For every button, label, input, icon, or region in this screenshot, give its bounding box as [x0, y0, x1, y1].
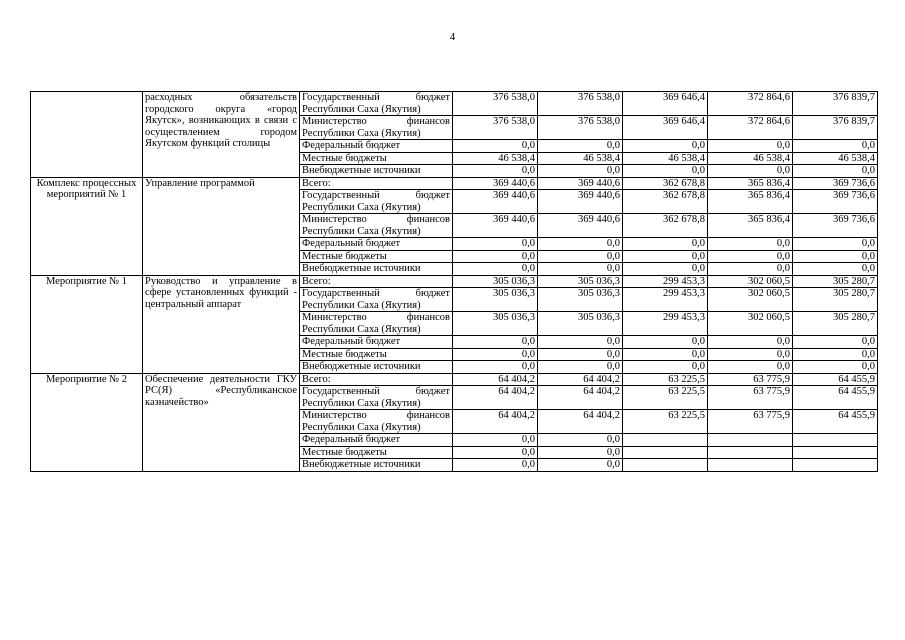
amount-cell: 305 036,3: [538, 275, 623, 288]
amount-cell: 63 225,5: [623, 386, 708, 410]
amount-cell: 46 538,4: [623, 152, 708, 165]
amount-cell: 372 864,6: [708, 92, 793, 116]
amount-cell: 302 060,5: [708, 312, 793, 336]
funding-source: Всего:: [300, 373, 453, 386]
funding-source: Внебюджетные источники: [300, 165, 453, 178]
amount-cell: 0,0: [623, 348, 708, 361]
amount-cell: 0,0: [453, 336, 538, 349]
funding-source: Местные бюджеты: [300, 152, 453, 165]
amount-cell: 0,0: [793, 238, 878, 251]
amount-cell: 0,0: [708, 165, 793, 178]
amount-cell: 64 455,9: [793, 386, 878, 410]
amount-cell: 0,0: [538, 165, 623, 178]
program-item-description: Руководство и управление в сфере установленных функций - центральный аппарат: [143, 275, 300, 373]
amount-cell: 0,0: [708, 348, 793, 361]
amount-cell: 362 678,8: [623, 190, 708, 214]
amount-cell: 64 455,9: [793, 373, 878, 386]
amount-cell: 376 538,0: [453, 92, 538, 116]
amount-cell: 0,0: [793, 361, 878, 374]
amount-cell: 0,0: [793, 165, 878, 178]
amount-cell: 0,0: [453, 361, 538, 374]
amount-cell: 362 678,8: [623, 177, 708, 190]
amount-cell: 0,0: [453, 348, 538, 361]
amount-cell: 0,0: [793, 348, 878, 361]
funding-source: Государственный бюджет Республики Саха (Якутия): [300, 386, 453, 410]
amount-cell: 365 836,4: [708, 214, 793, 238]
amount-cell: 0,0: [538, 336, 623, 349]
amount-cell: 369 440,6: [453, 177, 538, 190]
amount-cell: 305 036,3: [453, 275, 538, 288]
program-item-name: [31, 92, 143, 178]
funding-source: Всего:: [300, 177, 453, 190]
amount-cell: 64 404,2: [453, 373, 538, 386]
amount-cell: 299 453,3: [623, 275, 708, 288]
amount-cell: 0,0: [538, 250, 623, 263]
funding-source: Федеральный бюджет: [300, 434, 453, 447]
amount-cell: 0,0: [538, 238, 623, 251]
amount-cell: 305 036,3: [538, 288, 623, 312]
amount-cell: 0,0: [453, 459, 538, 472]
amount-cell: 63 775,9: [708, 410, 793, 434]
amount-cell: [623, 446, 708, 459]
amount-cell: 369 736,6: [793, 177, 878, 190]
funding-source: Государственный бюджет Республики Саха (Якутия): [300, 288, 453, 312]
budget-table: [30, 91, 878, 472]
budget-table-body: [31, 92, 878, 472]
program-item-description: Обеспечение деятельности ГКУ РС(Я) «Республиканское казначейство»: [143, 373, 300, 471]
funding-source: Внебюджетные источники: [300, 263, 453, 276]
amount-cell: 376 839,7: [793, 92, 878, 116]
table-row: [31, 373, 878, 386]
amount-cell: 369 440,6: [453, 190, 538, 214]
amount-cell: 305 036,3: [538, 312, 623, 336]
funding-source: Министерство финансов Республики Саха (Якутия): [300, 116, 453, 140]
funding-source: Федеральный бюджет: [300, 140, 453, 153]
amount-cell: 376 538,0: [453, 116, 538, 140]
funding-source: Министерство финансов Республики Саха (Якутия): [300, 214, 453, 238]
amount-cell: 0,0: [538, 434, 623, 447]
amount-cell: [708, 434, 793, 447]
amount-cell: 0,0: [453, 446, 538, 459]
amount-cell: [623, 459, 708, 472]
amount-cell: 64 404,2: [453, 386, 538, 410]
amount-cell: 305 280,7: [793, 312, 878, 336]
amount-cell: 299 453,3: [623, 288, 708, 312]
amount-cell: 376 538,0: [538, 116, 623, 140]
amount-cell: 0,0: [708, 238, 793, 251]
amount-cell: 0,0: [793, 263, 878, 276]
amount-cell: 0,0: [623, 238, 708, 251]
table-row: [31, 275, 878, 288]
program-item-description: Управление программой: [143, 177, 300, 275]
amount-cell: 305 280,7: [793, 288, 878, 312]
amount-cell: 63 225,5: [623, 373, 708, 386]
amount-cell: [708, 446, 793, 459]
amount-cell: [793, 446, 878, 459]
amount-cell: 305 036,3: [453, 312, 538, 336]
amount-cell: 369 440,6: [453, 214, 538, 238]
amount-cell: 369 646,4: [623, 116, 708, 140]
amount-cell: 376 538,0: [538, 92, 623, 116]
table-row: [31, 177, 878, 190]
amount-cell: 365 836,4: [708, 190, 793, 214]
amount-cell: 64 404,2: [538, 373, 623, 386]
amount-cell: 63 775,9: [708, 373, 793, 386]
amount-cell: 0,0: [623, 250, 708, 263]
funding-source: Министерство финансов Республики Саха (Якутия): [300, 312, 453, 336]
amount-cell: 0,0: [538, 263, 623, 276]
amount-cell: 302 060,5: [708, 288, 793, 312]
funding-source: Внебюджетные источники: [300, 459, 453, 472]
amount-cell: 0,0: [793, 140, 878, 153]
amount-cell: 46 538,4: [793, 152, 878, 165]
amount-cell: 46 538,4: [538, 152, 623, 165]
amount-cell: 302 060,5: [708, 275, 793, 288]
amount-cell: 0,0: [453, 434, 538, 447]
amount-cell: 0,0: [538, 140, 623, 153]
amount-cell: 0,0: [623, 263, 708, 276]
funding-source: Федеральный бюджет: [300, 336, 453, 349]
amount-cell: 0,0: [623, 165, 708, 178]
amount-cell: 0,0: [538, 446, 623, 459]
amount-cell: [708, 459, 793, 472]
amount-cell: 0,0: [453, 238, 538, 251]
amount-cell: [793, 459, 878, 472]
program-item-description: расходных обязательств городского округа «город Якутск», возникающих в связи с осуществлением городом Якутском функций столицы: [143, 92, 300, 178]
funding-source: Местные бюджеты: [300, 250, 453, 263]
amount-cell: 372 864,6: [708, 116, 793, 140]
amount-cell: 0,0: [623, 361, 708, 374]
amount-cell: 64 404,2: [538, 386, 623, 410]
amount-cell: 64 404,2: [538, 410, 623, 434]
amount-cell: 0,0: [538, 459, 623, 472]
program-item-name: Комплекс процессных мероприятий № 1: [31, 177, 143, 275]
page-number: 4: [449, 31, 456, 43]
amount-cell: 0,0: [538, 361, 623, 374]
amount-cell: 369 646,4: [623, 92, 708, 116]
amount-cell: [793, 434, 878, 447]
amount-cell: 369 440,6: [538, 190, 623, 214]
amount-cell: 0,0: [453, 250, 538, 263]
amount-cell: 63 225,5: [623, 410, 708, 434]
amount-cell: 0,0: [623, 140, 708, 153]
amount-cell: 0,0: [538, 348, 623, 361]
amount-cell: 63 775,9: [708, 386, 793, 410]
program-item-name: Мероприятие № 1: [31, 275, 143, 373]
amount-cell: 64 455,9: [793, 410, 878, 434]
amount-cell: 64 404,2: [453, 410, 538, 434]
amount-cell: 299 453,3: [623, 312, 708, 336]
funding-source: Федеральный бюджет: [300, 238, 453, 251]
amount-cell: 0,0: [793, 336, 878, 349]
funding-source: Государственный бюджет Республики Саха (Якутия): [300, 190, 453, 214]
amount-cell: 369 736,6: [793, 190, 878, 214]
amount-cell: 305 036,3: [453, 288, 538, 312]
amount-cell: 46 538,4: [453, 152, 538, 165]
table-row: [31, 92, 878, 116]
amount-cell: 369 736,6: [793, 214, 878, 238]
amount-cell: 0,0: [453, 263, 538, 276]
amount-cell: 0,0: [708, 263, 793, 276]
amount-cell: 0,0: [708, 336, 793, 349]
amount-cell: [623, 434, 708, 447]
amount-cell: 305 280,7: [793, 275, 878, 288]
program-item-name: Мероприятие № 2: [31, 373, 143, 471]
amount-cell: 0,0: [623, 336, 708, 349]
amount-cell: 0,0: [793, 250, 878, 263]
funding-source: Министерство финансов Республики Саха (Якутия): [300, 410, 453, 434]
amount-cell: 0,0: [453, 165, 538, 178]
amount-cell: 365 836,4: [708, 177, 793, 190]
amount-cell: 0,0: [708, 250, 793, 263]
funding-source: Внебюджетные источники: [300, 361, 453, 374]
funding-source: Государственный бюджет Республики Саха (Якутия): [300, 92, 453, 116]
amount-cell: 46 538,4: [708, 152, 793, 165]
amount-cell: 369 440,6: [538, 214, 623, 238]
amount-cell: 362 678,8: [623, 214, 708, 238]
funding-source: Местные бюджеты: [300, 348, 453, 361]
funding-source: Местные бюджеты: [300, 446, 453, 459]
amount-cell: 0,0: [708, 140, 793, 153]
amount-cell: 376 839,7: [793, 116, 878, 140]
amount-cell: 0,0: [708, 361, 793, 374]
funding-source: Всего:: [300, 275, 453, 288]
amount-cell: 369 440,6: [538, 177, 623, 190]
amount-cell: 0,0: [453, 140, 538, 153]
